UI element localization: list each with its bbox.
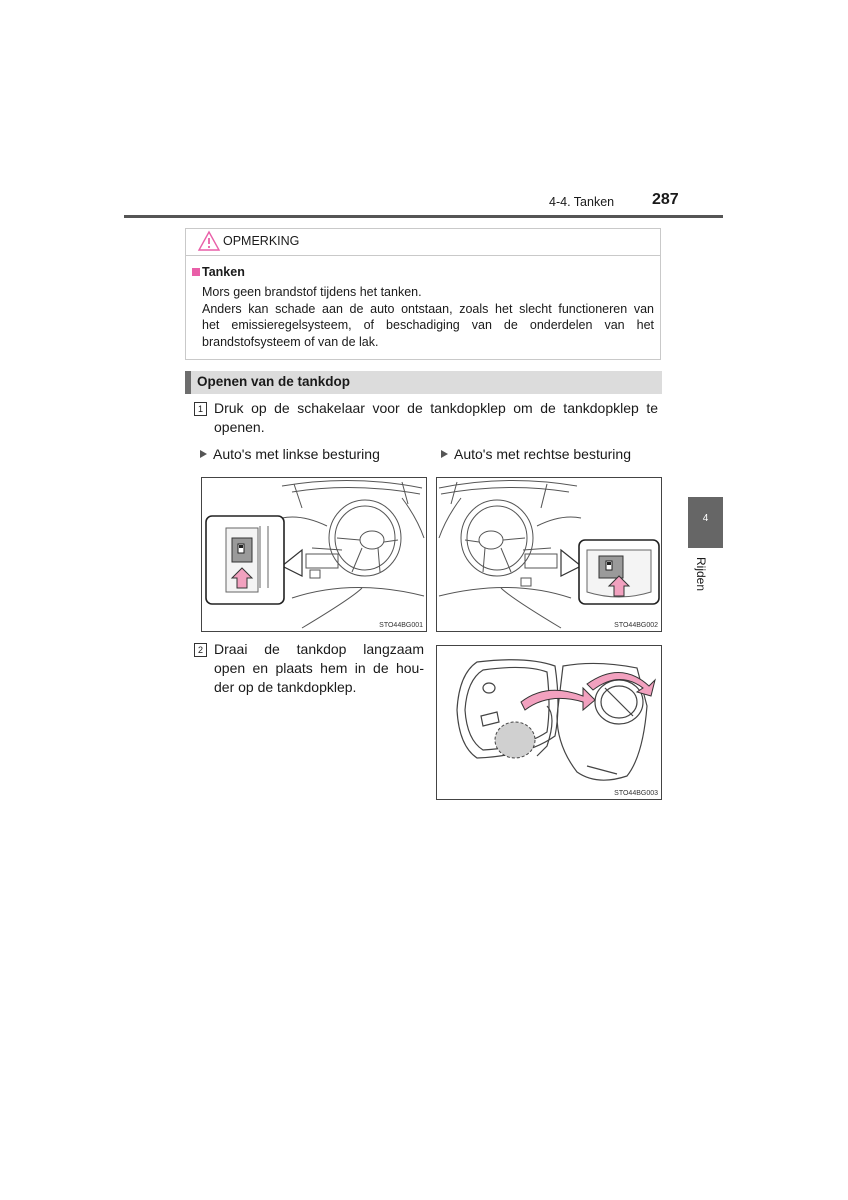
section-accent [185, 371, 191, 394]
fuel-cap-illustration [437, 646, 661, 799]
notice-line: Anders kan schade aan de auto ontstaan, zoals het slecht functioneren van [202, 301, 654, 316]
step-2-text [214, 640, 424, 697]
header-rule [124, 215, 723, 218]
notice-line: Mors geen brandstof tijdens het tanken. [202, 285, 422, 299]
running-header-section: 4-4. Tanken [549, 195, 615, 209]
step-number-box: 1 [194, 402, 207, 416]
chapter-tab: 4 [688, 497, 723, 548]
triangle-bullet-icon [441, 450, 448, 458]
figure-code: STO44BG001 [379, 622, 423, 629]
step-2-line: Draai de tankdop langzaam [214, 641, 424, 657]
section-heading-bar [185, 371, 662, 394]
notice-body [202, 284, 654, 350]
step-1-line: Druk op de schakelaar voor de tankdopklep om de tankdopklep te [214, 400, 658, 416]
notice-title: OPMERKING [223, 234, 300, 248]
step-1-text [214, 399, 658, 437]
variant-right-drive [441, 446, 631, 462]
step-number-box: 2 [194, 643, 207, 657]
notice-box [185, 228, 661, 360]
chapter-label: Rijden [694, 557, 708, 592]
notice-subheading: Tanken [202, 265, 245, 279]
figure-code: STO44BG003 [614, 790, 658, 797]
pink-square-bullet [192, 268, 200, 276]
step-2-line: open en plaats hem in de hou- [214, 660, 424, 676]
variant-right-label: Auto's met rechtse besturing [454, 446, 631, 462]
variant-left-label: Auto's met linkse besturing [213, 446, 380, 462]
figure-right-drive [436, 477, 662, 632]
notice-line: het emissieregelsysteem, of beschadiging van de onderdelen van het [202, 318, 654, 332]
figure-left-drive [201, 477, 427, 632]
variant-left-drive [200, 446, 380, 462]
figure-code: STO44BG002 [614, 622, 658, 629]
step-1-line: openen. [214, 419, 265, 435]
page-number: 287 [652, 191, 679, 208]
notice-line: brandstofsysteem of van de lak. [202, 334, 379, 349]
section-title: Openen van de tankdop [197, 374, 351, 389]
dashboard-left-illustration [202, 478, 426, 631]
triangle-bullet-icon [200, 450, 207, 458]
step-2-line: der op de tankdopklep. [214, 679, 357, 695]
warning-triangle-icon [197, 230, 221, 257]
figure-fuel-cap [436, 645, 662, 800]
dashboard-right-illustration [437, 478, 661, 631]
notice-header [186, 229, 660, 256]
